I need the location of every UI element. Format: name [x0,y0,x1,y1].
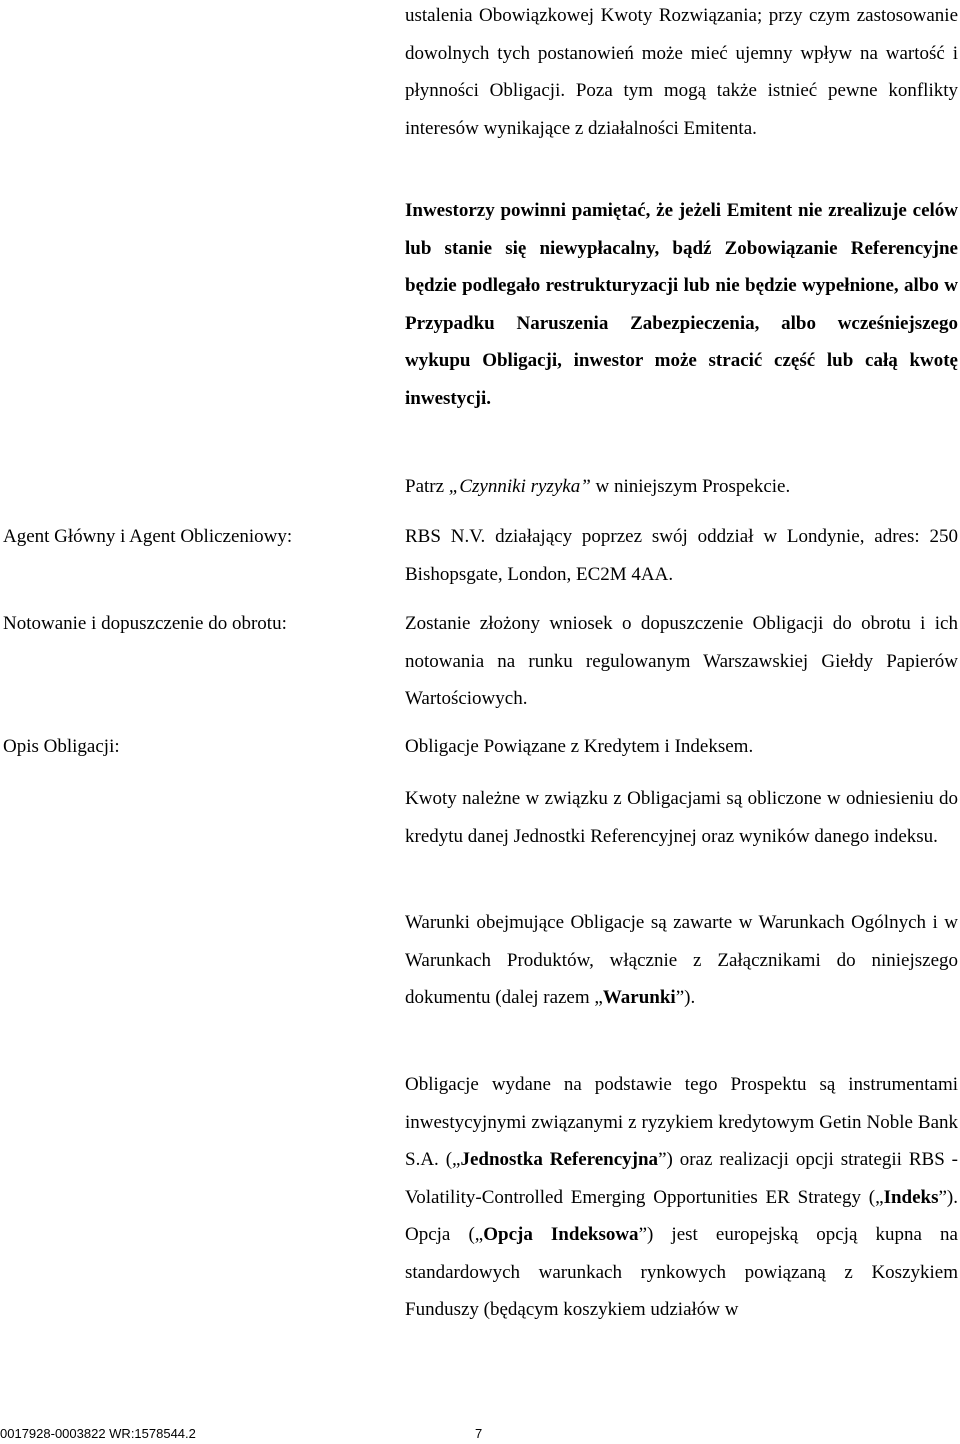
label-listing: Notowanie i dopuszczenie do obrotu: [3,613,287,634]
term-indeks: Indeks [883,1186,939,1208]
text-description-2: Kwoty należne w związku z Obligacjami są obliczone w odniesieniu do kredytu danej Jednostki Referencyjnej oraz wyników danego indeksu. [405,788,958,847]
label-description: Opis Obligacji: [3,736,120,757]
desc3-part-c: ”). [675,987,696,1008]
term-warunki: Warunki [602,987,676,1008]
desc4-part-g: ”) jest europejską opcją kupna na standardowych warunkach rynkowych powiązaną z Koszykiem Funduszy (będącym koszykiem udziałów w [405,1224,958,1320]
text-description-1: Obligacje Powiązane z Kredytem i Indeksem. [405,736,754,757]
paragraph-continuation: ustalenia Obowiązkowej Kwoty Rozwiązania; przy czym zastosowanie dowolnych tych postanowień może mieć ujemny wpływ na wartość i płynności Obligacji. Poza tym mogą także istnieć pewne konflikty interesów wynikające z działalności Emitenta. [405,5,958,139]
desc4-part-a: Obligacje wydane na podstawie tego Prospektu są instrumentami inwestycyjnymi związanymi z ryzykiem kredytowym Getin Noble Bank S.A. („ [405,1074,958,1170]
desc3-part-a: Warunki obejmujące Obligacje są zawarte w Warunkach Ogólnych i w Warunkach Produktów, włącznie z Załącznikami do niniejszego dokumentu (dalej razem „ [405,912,958,1008]
risk-reference-prefix: Patrz [405,476,449,497]
desc4-part-c: ”) oraz realizacji opcji strategii RBS - Volatility-Controlled Emerging Opportunities ER Strategy („ [405,1149,958,1208]
label-agent: Agent Główny i Agent Obliczeniowy: [3,526,293,547]
text-agent: RBS N.V. działający poprzez swój oddział w Londynie, adres: 250 Bishopsgate, London, EC2M 4AA. [405,526,958,585]
term-opcja-indeksowa: Opcja Indeksowa [483,1224,639,1245]
term-jednostka-referencyjna: Jednostka Referencyjna [460,1149,659,1170]
text-description-3 [405,904,958,1017]
desc4-part-e: ”). Opcja („ [405,1186,958,1245]
document-reference: 0017928-0003822 WR:1578544.2 [0,1426,196,1441]
risk-factors-reference: „Czynniki ryzyka” [448,476,591,497]
page-number: 7 [475,1426,483,1441]
text-description-4 [405,1066,958,1329]
risk-reference-suffix: w niniejszym Prospekcie. [590,476,791,497]
paragraph-investor-warning: Inwestorzy powinni pamiętać, że jeżeli Emitent nie zrealizuje celów lub stanie się niewypłacalny, bądź Zobowiązanie Referencyjne będzie podlegało restrukturyzacji lub nie będzie wypełnione, albo w Przypadku Naruszenia Zabezpieczenia, albo wcześniejszego wykupu Obligacji, inwestor może stracić część lub całą kwotę inwestycji. [405,200,958,409]
text-listing: Zostanie złożony wniosek o dopuszczenie Obligacji do obrotu i ich notowania na runku regulowanym Warszawskiej Giełdy Papierów Wartościowych. [405,613,958,709]
paragraph-risk-reference [405,468,958,506]
